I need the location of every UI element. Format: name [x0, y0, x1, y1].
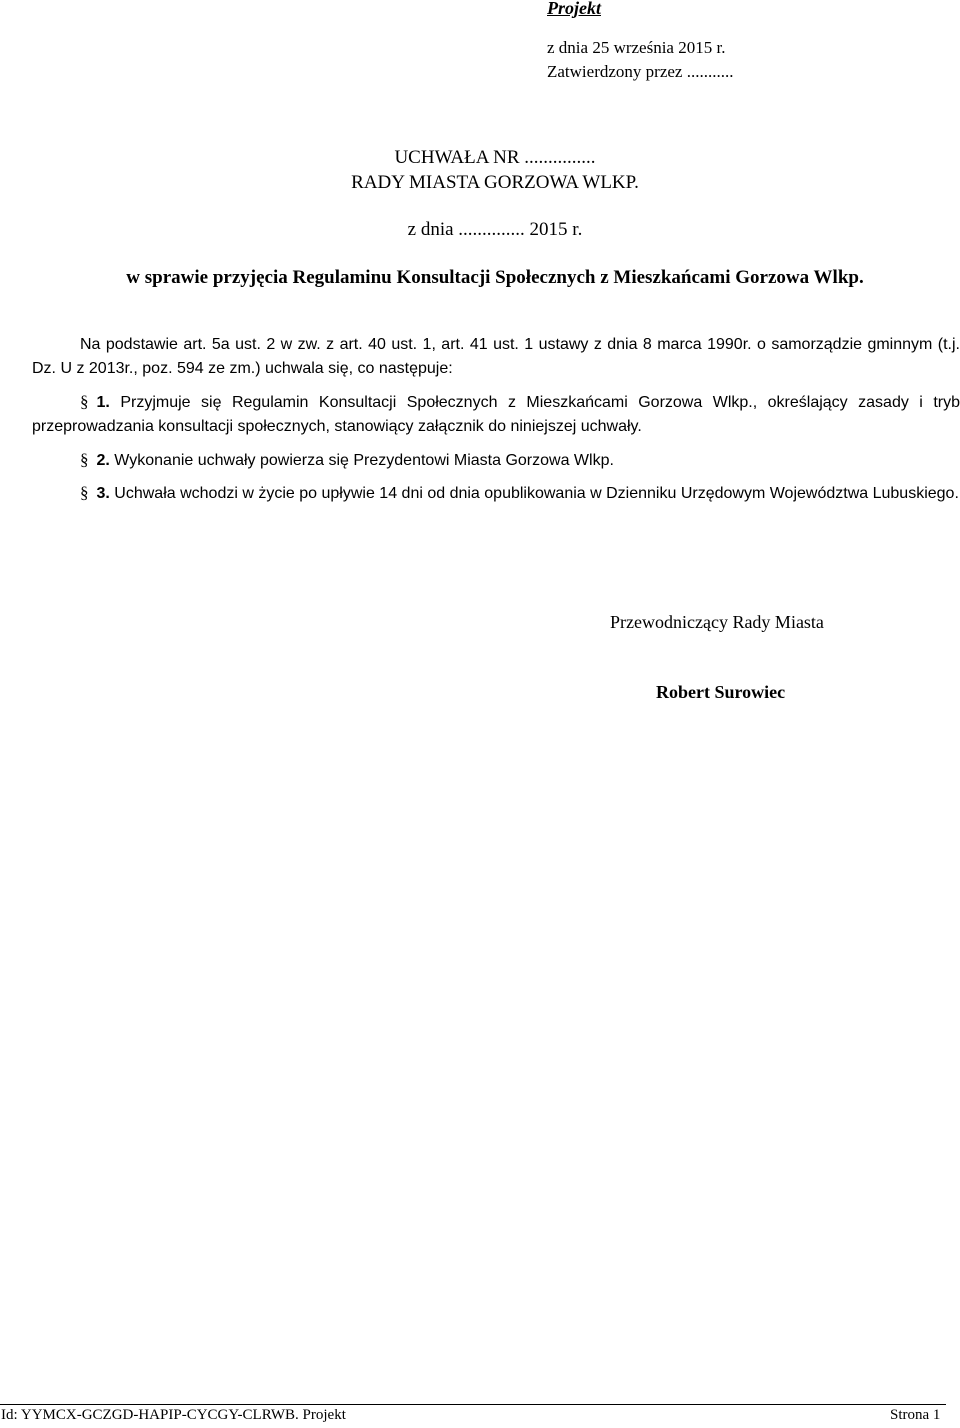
header-date: z dnia 25 września 2015 r. — [547, 38, 726, 57]
legal-basis: Na podstawie art. 5a ust. 2 w zw. z art. 40 ust. 1, art. 41 ust. 1 ustawy z dnia 8 marca 1990r. o samorządzie gminnym (t.j. Dz. U z 2013r., poz. 594 ze zm.) uchwala się, co następuje: — [32, 336, 960, 377]
section-1-text: Przyjmuje się Regulamin Konsultacji Społecznych z Mieszkańcami Gorzowa Wlkp., określający zasady i tryb przeprowadzania konsultacji społecznych, stanowiący załącznik do niniejszej uchwały. — [32, 394, 960, 435]
section-3 — [32, 481, 960, 506]
section-3-number: 3. — [96, 485, 110, 502]
resolution-subject: w sprawie przyjęcia Regulaminu Konsultacji Społecznych z Mieszkańcami Gorzowa Wlkp. — [126, 267, 864, 288]
projekt-label: Projekt — [547, 0, 601, 18]
section-2 — [32, 448, 960, 473]
section-1 — [32, 390, 960, 439]
section-3-text: Uchwała wchodzi w życie po upływie 14 dni od dnia opublikowania w Dzienniku Urzędowym Województwa Lubuskiego. — [114, 485, 959, 502]
header-approved: Zatwierdzony przez ........... — [547, 62, 734, 81]
section-2-number: 2. — [96, 452, 110, 469]
signature-name: Robert Surowiec — [656, 682, 786, 702]
resolution-date: z dnia .............. 2015 r. — [407, 219, 583, 240]
footer-divider — [0, 1404, 946, 1405]
section-1-number: 1. — [96, 394, 110, 411]
section-2-mark: § — [80, 450, 89, 469]
section-1-mark: § — [80, 392, 89, 411]
footer-page-number: Strona 1 — [890, 1407, 941, 1423]
section-3-mark: § — [80, 483, 89, 502]
footer-document-id: Id: YYMCX-GCZGD-HAPIP-CYCGY-CLRWB. Projekt — [1, 1407, 346, 1423]
resolution-number: UCHWAŁA NR ............... — [394, 147, 596, 168]
section-2-text: Wykonanie uchwały powierza się Prezydentowi Miasta Gorzowa Wlkp. — [114, 452, 614, 469]
signature-title: Przewodniczący Rady Miasta — [610, 612, 824, 632]
council-name: RADY MIASTA GORZOWA WLKP. — [351, 172, 639, 193]
